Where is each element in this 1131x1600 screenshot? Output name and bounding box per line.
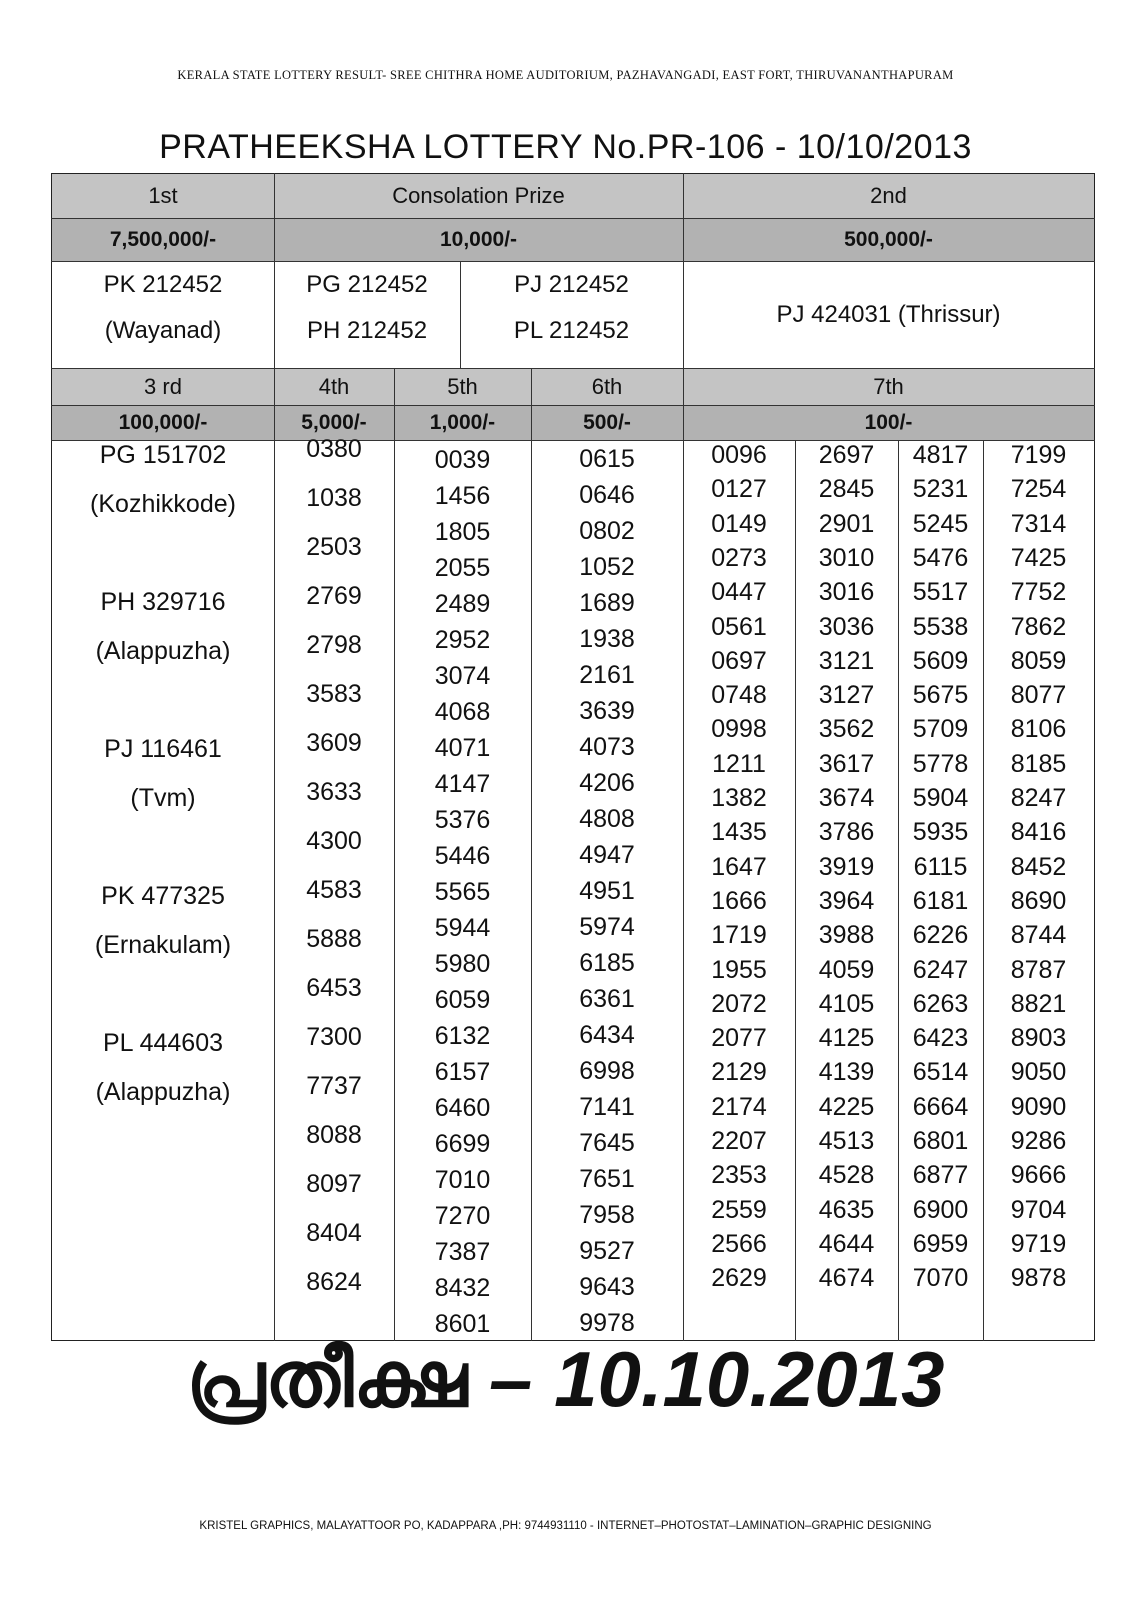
- seventh-prize-number: 5778: [912, 749, 969, 778]
- fourth-prize-number: 8097: [306, 1170, 362, 1198]
- sixth-prize-number: 1689: [579, 589, 635, 617]
- seventh-prize-number: 3786: [818, 818, 875, 847]
- sixth-prize-number: 9643: [579, 1273, 635, 1301]
- seventh-prize-number: 9704: [1010, 1195, 1067, 1224]
- first-prize-amount: 7,500,000/-: [52, 219, 274, 261]
- fourth-prize-number: 5888: [306, 925, 362, 953]
- fifth-prize-number: 7387: [434, 1238, 491, 1266]
- seventh-prize-number: 4817: [912, 441, 969, 469]
- seventh-prize-number: 6959: [912, 1229, 969, 1258]
- seventh-prize-number: 2559: [711, 1195, 767, 1224]
- seventh-prize-number: 0748: [711, 681, 767, 710]
- seventh-prize-number: 1211: [712, 749, 766, 778]
- row-divider: [51, 218, 1095, 219]
- fifth-prize-number: 2055: [434, 554, 491, 582]
- consolation-ticket: PL 212452: [513, 317, 630, 344]
- seventh-prize-number: 3964: [818, 886, 875, 915]
- seventh-prize-number: 3919: [818, 852, 875, 881]
- seventh-prize-number: 1666: [711, 886, 767, 915]
- page-title: PRATHEEKSHA LOTTERY No.PR-106 - 10/10/2013: [159, 128, 972, 166]
- seventh-prize-number: 6664: [912, 1092, 969, 1121]
- second-prize-winner: PJ 424031 (Thrissur): [776, 301, 1001, 328]
- seventh-prize-number: 1719: [711, 921, 767, 950]
- seventh-prize-number: 9878: [1010, 1264, 1067, 1293]
- fourth-prize-number: 2503: [306, 533, 362, 561]
- third-prize-amount: 100,000/-: [52, 406, 274, 440]
- sixth-prize-number: 6434: [579, 1021, 635, 1049]
- third-prize-place: (Tvm): [130, 784, 196, 812]
- third-prize-place: (Kozhikkode): [90, 490, 236, 518]
- fourth-prize-number: 7300: [306, 1023, 362, 1051]
- fourth-prize-number: 0380: [306, 435, 362, 463]
- third-prize-ticket: PJ 116461: [104, 735, 222, 763]
- seventh-prize-number: 4059: [818, 955, 875, 984]
- first-prize-label: 1st: [52, 174, 274, 218]
- seventh-prize-number: 5935: [912, 818, 969, 847]
- seventh-prize-label: 7th: [683, 369, 1094, 405]
- seventh-prize-number: 3988: [818, 921, 875, 950]
- seventh-prize-number: 3036: [818, 612, 875, 641]
- seventh-prize-number: 9286: [1010, 1127, 1067, 1155]
- seventh-prize-number: 2629: [711, 1264, 767, 1293]
- seventh-prize-number: 6801: [912, 1127, 969, 1155]
- fifth-prize-label: 5th: [394, 369, 531, 405]
- sixth-prize-number: 0802: [579, 517, 635, 545]
- sixth-prize-amount: 500/-: [531, 406, 683, 440]
- fourth-prize-amount: 5,000/-: [274, 406, 394, 440]
- fifth-prize-number: 8432: [434, 1274, 491, 1302]
- seventh-prize-number: 9050: [1010, 1058, 1067, 1087]
- seventh-prize-number: 5675: [912, 681, 969, 710]
- seventh-prize-amount: 100/-: [683, 406, 1094, 440]
- seventh-prize-number: 8416: [1010, 818, 1067, 847]
- seventh-prize-number: 6226: [912, 921, 969, 950]
- fifth-prize-number: 4147: [434, 770, 491, 798]
- sixth-prize-number: 2161: [579, 661, 635, 689]
- fifth-prize-number: 5446: [434, 842, 491, 870]
- seventh-prize-number: 3121: [818, 646, 875, 675]
- seventh-prize-number: 3562: [818, 715, 875, 744]
- first-prize-place: (Wayanad): [104, 317, 222, 344]
- seventh-prize-number: 5476: [912, 543, 969, 572]
- seventh-prize-number: 8059: [1010, 646, 1067, 675]
- seventh-prize-number: 2077: [711, 1024, 767, 1053]
- seventh-prize-number: 3674: [818, 784, 875, 812]
- seventh-prize-number: 7314: [1010, 509, 1067, 538]
- consolation-col-1: [274, 262, 460, 368]
- seventh-prize-number: 0149: [711, 509, 767, 538]
- fifth-prize-number: 7010: [434, 1166, 491, 1194]
- third-prize-ticket: PL 444603: [102, 1029, 224, 1057]
- seventh-prize-number: 5538: [912, 612, 969, 641]
- seventh-prize-number: 0998: [711, 715, 767, 744]
- sixth-prize-number: 3639: [579, 697, 635, 725]
- fifth-prize-number: 6460: [434, 1094, 491, 1122]
- seventh-prize-number: 7254: [1010, 475, 1067, 504]
- banner-date: – 10.10.2013: [489, 1335, 945, 1423]
- seventh-prize-number: 7070: [912, 1264, 969, 1293]
- seventh-prize-number: 6181: [912, 886, 969, 915]
- seventh-prize-number: 6514: [912, 1058, 969, 1087]
- fourth-prize-number: 8624: [306, 1268, 362, 1296]
- sixth-prize-number: 0646: [579, 481, 635, 509]
- seventh-prize-number: 1435: [711, 818, 767, 847]
- third-prize-place: (Alappuzha): [95, 637, 231, 665]
- sixth-prize-number: 4808: [579, 805, 635, 833]
- fourth-prize-label: 4th: [274, 369, 394, 405]
- fourth-prize-number: 7737: [306, 1072, 362, 1100]
- seventh-prize-number: 4674: [818, 1264, 875, 1293]
- third-prize-ticket: PH 329716: [100, 588, 226, 616]
- sixth-prize-number: 9978: [579, 1309, 635, 1337]
- sixth-prize-number: 4206: [579, 769, 635, 797]
- seventh-prize-number: 2566: [711, 1229, 767, 1258]
- fifth-prize-number: 2489: [434, 590, 491, 618]
- seventh-prize-number: 3010: [818, 543, 875, 572]
- fifth-prize-number: 5376: [434, 806, 491, 834]
- row-divider: [51, 405, 1095, 406]
- seventh-prize-number: 4635: [818, 1195, 875, 1224]
- seventh-prize-number: 8903: [1010, 1024, 1067, 1053]
- seventh-prize-number: 0697: [711, 646, 767, 675]
- consolation-prize-label: Consolation Prize: [274, 174, 683, 218]
- third-prize-ticket: PG 151702: [99, 441, 227, 469]
- seventh-prize-number: 5245: [912, 509, 969, 538]
- seventh-prize-number: 1647: [711, 852, 767, 881]
- seventh-prize-number: 5517: [912, 578, 969, 607]
- seventh-prize-number: 8821: [1010, 989, 1067, 1018]
- fourth-prize-number: 6453: [306, 974, 362, 1002]
- sixth-prize-number: 9527: [579, 1237, 635, 1265]
- fifth-prize-number: 5565: [434, 878, 491, 906]
- seventh-prize-number: 7199: [1010, 441, 1067, 469]
- seventh-prize-number: 2129: [711, 1058, 767, 1087]
- column-divider: [460, 261, 461, 368]
- seventh-prize-number: 6900: [912, 1195, 969, 1224]
- seventh-prize-number: 8690: [1010, 886, 1067, 915]
- seventh-prize-number: 5609: [912, 646, 969, 675]
- sixth-prize-number: 1938: [579, 625, 635, 653]
- seventh-prize-number: 6247: [912, 955, 969, 984]
- sixth-prize-number: 6361: [579, 985, 635, 1013]
- fifth-prize-number: 3074: [434, 662, 491, 690]
- fourth-prize-number: 3609: [306, 729, 362, 757]
- seventh-prize-number: 6115: [913, 852, 968, 881]
- third-prize-place: (Alappuzha): [95, 1078, 231, 1106]
- consolation-ticket: PJ 212452: [514, 271, 629, 298]
- fourth-prize-number: 8088: [306, 1121, 362, 1149]
- seventh-prize-number: 9719: [1010, 1229, 1067, 1258]
- seventh-prize-number: 6423: [912, 1024, 969, 1053]
- seventh-prize-number: 2901: [818, 509, 875, 538]
- seventh-prize-number: 4105: [818, 989, 875, 1018]
- sixth-prize-number: 6998: [579, 1057, 635, 1085]
- fifth-prize-number: 6059: [434, 986, 491, 1014]
- seventh-prize-number: 2174: [711, 1092, 767, 1121]
- fifth-prize-number: 8601: [434, 1310, 491, 1338]
- sixth-prize-number: 5974: [579, 913, 635, 941]
- seventh-prize-number: 5231: [912, 475, 969, 504]
- seventh-prize-number: 2845: [818, 475, 875, 504]
- fifth-prize-number: 6699: [434, 1130, 491, 1158]
- seventh-prize-number: 8744: [1010, 921, 1067, 950]
- first-prize-winner: [52, 262, 274, 368]
- seventh-prize-number: 1955: [711, 955, 767, 984]
- seventh-prize-number: 4644: [818, 1229, 875, 1258]
- seventh-prize-number: 8787: [1010, 955, 1067, 984]
- consolation-prize-amount: 10,000/-: [274, 219, 683, 261]
- sixth-prize-number: 7651: [579, 1165, 635, 1193]
- fourth-prize-number: 2769: [306, 582, 362, 610]
- seventh-prize-number: 0127: [711, 475, 767, 504]
- fourth-prize-number: 3633: [306, 778, 362, 806]
- seventh-prize-number: 5709: [912, 715, 969, 744]
- seventh-prize-number: 6263: [912, 989, 969, 1018]
- seventh-prize-number: 9666: [1010, 1161, 1067, 1190]
- consolation-col-2: [460, 262, 683, 368]
- seventh-prize-number: 4528: [818, 1161, 875, 1190]
- sixth-prize-number: 1052: [579, 553, 635, 581]
- fifth-prize-number: 5944: [434, 914, 491, 942]
- fifth-prize-amount: 1,000/-: [394, 406, 531, 440]
- seventh-prize-number: 4139: [818, 1058, 875, 1087]
- fourth-prize-number: 1038: [306, 484, 362, 512]
- third-prize-place: (Ernakulam): [94, 931, 232, 959]
- consolation-ticket: PH 212452: [306, 317, 428, 344]
- second-prize-label: 2nd: [683, 174, 1094, 218]
- seventh-prize-number: 6877: [912, 1161, 969, 1190]
- seventh-prize-number: 0273: [711, 543, 767, 572]
- sixth-prize-label: 6th: [531, 369, 683, 405]
- first-prize-ticket: PK 212452: [103, 271, 223, 298]
- sixth-prize-number: 6185: [579, 949, 635, 977]
- seventh-prize-number: 5904: [912, 784, 969, 812]
- fifth-prize-number: 6157: [434, 1058, 491, 1086]
- row-divider: [51, 368, 1095, 369]
- seventh-prize-number: 7425: [1010, 543, 1067, 572]
- second-prize-amount: 500,000/-: [683, 219, 1094, 261]
- seventh-prize-number: 8185: [1010, 749, 1067, 778]
- fourth-prize-number: 4583: [306, 876, 362, 904]
- fourth-prize-number: 3583: [306, 680, 362, 708]
- seventh-prize-number: 2072: [711, 989, 767, 1018]
- seventh-prize-number: 8452: [1010, 852, 1067, 881]
- seventh-prize-number: 9090: [1010, 1092, 1067, 1121]
- seventh-prize-number: 7862: [1010, 612, 1067, 641]
- fifth-prize-number: 4068: [434, 698, 491, 726]
- seventh-prize-number: 2353: [711, 1161, 767, 1190]
- fifth-prize-number: 1805: [434, 518, 491, 546]
- sixth-prize-number: 4073: [579, 733, 635, 761]
- banner-malayalam-name: പ്രതീക്ഷ: [186, 1335, 468, 1425]
- fourth-prize-number: 4300: [306, 827, 362, 855]
- fifth-prize-number: 0039: [434, 446, 491, 474]
- sixth-prize-number: 7141: [579, 1093, 635, 1121]
- fourth-prize-number: 2798: [306, 631, 362, 659]
- sixth-prize-number: 4951: [579, 877, 635, 905]
- fourth-prize-number: 8404: [306, 1219, 362, 1247]
- row-divider: [51, 261, 1095, 262]
- sixth-prize-number: 7645: [579, 1129, 635, 1157]
- seventh-prize-number: 1382: [711, 784, 767, 812]
- seventh-prize-number: 0447: [711, 578, 767, 607]
- fifth-prize-number: 7270: [434, 1202, 491, 1230]
- lottery-venue-header: KERALA STATE LOTTERY RESULT- SREE CHITHRA HOME AUDITORIUM, PAZHAVANGADI, EAST FORT, THIRUVANANTHAPURAM: [177, 68, 954, 82]
- sixth-prize-number: 7958: [579, 1201, 635, 1229]
- fifth-prize-number: 1456: [434, 482, 491, 510]
- seventh-prize-number: 2697: [818, 441, 875, 469]
- seventh-prize-number: 3016: [818, 578, 875, 607]
- fifth-prize-number: 4071: [434, 734, 491, 762]
- sixth-prize-number: 4947: [579, 841, 635, 869]
- seventh-prize-number: 4225: [818, 1092, 875, 1121]
- seventh-prize-number: 7752: [1010, 578, 1067, 607]
- footer-credit: KRISTEL GRAPHICS, MALAYATTOOR PO, KADAPPARA ,PH: 9744931110 - INTERNET–PHOTOSTAT–LAMINATION–GRAPHIC DESIGNING: [199, 1520, 932, 1532]
- seventh-prize-number: 0561: [711, 612, 767, 641]
- fifth-prize-number: 6132: [434, 1022, 491, 1050]
- third-prize-ticket: PK 477325: [101, 882, 225, 910]
- seventh-prize-number: 2207: [711, 1127, 767, 1155]
- seventh-prize-number: 8247: [1010, 784, 1067, 812]
- consolation-ticket: PG 212452: [306, 271, 428, 298]
- seventh-prize-number: 4513: [818, 1127, 875, 1155]
- fifth-prize-number: 5980: [434, 950, 491, 978]
- seventh-prize-number: 3617: [818, 749, 875, 778]
- seventh-prize-number: 8106: [1010, 715, 1067, 744]
- seventh-prize-number: 0096: [711, 441, 767, 469]
- seventh-prize-number: 4125: [818, 1024, 875, 1053]
- third-prize-label: 3 rd: [52, 369, 274, 405]
- seventh-prize-number: 3127: [818, 681, 875, 710]
- pratheeksha-date-banner: [0, 1335, 1131, 1425]
- seventh-prize-number: 8077: [1010, 681, 1067, 710]
- fifth-prize-number: 2952: [434, 626, 491, 654]
- sixth-prize-number: 0615: [579, 445, 635, 473]
